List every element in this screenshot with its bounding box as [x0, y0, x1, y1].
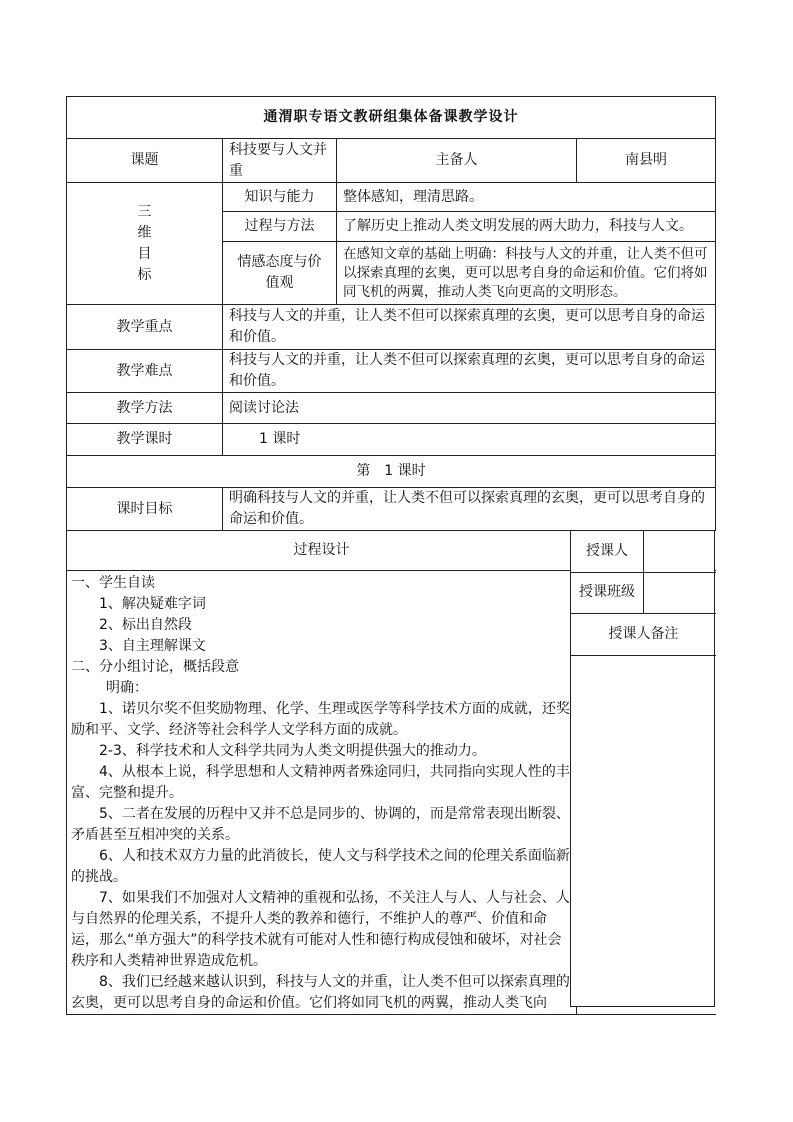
- process-line: 5、二者在发展的历程中又并不总是同步的、协调的，而是常常表现出断裂、矛盾甚至互相冲突的关系。: [71, 806, 570, 843]
- process-line: 4、从根本上说，科学思想和人文精神两者殊途同归，共同指向实现人性的丰富、完整和提升。: [71, 764, 570, 801]
- process-line: 8、我们已经越来越认识到，科技与人文的并重，让人类不但可以探索真理的玄奥，更可以思考自身的命运和价值。它们将如同飞机的两翼，推动人类飞向: [71, 974, 570, 1011]
- preparer-value: 南县明: [577, 139, 716, 183]
- process-line: 明确：: [106, 680, 148, 696]
- goal-value-knowledge: 整体感知，理清思路。: [337, 183, 716, 212]
- teacher-row: [571, 530, 716, 573]
- goal-label-attitude: 情感态度与价值观: [223, 242, 337, 305]
- teacher-notes-label: 授课人备注: [571, 614, 716, 656]
- goal-value-attitude: 在感知文章的基础上明确：科技与人文的并重，让人类不但可以探索真理的玄奥，更可以思考自身的命运和价值。它们将如同飞机的两翼，推动人类飞向更高的文明形态。: [337, 242, 716, 305]
- teaching-info-panel: [570, 530, 715, 1007]
- method-label: 教学方法: [67, 393, 223, 424]
- goals-label-char: 标: [137, 266, 152, 283]
- process-line: 1、解决疑难字词: [99, 596, 206, 612]
- goal-label-knowledge: 知识与能力: [223, 183, 337, 212]
- process-line: 6、人和技术双方力量的此消彼长，使人文与科学技术之间的伦理关系面临新的挑战。: [71, 848, 570, 885]
- process-line: 一、学生自读: [71, 575, 155, 591]
- difficulty-label: 教学难点: [67, 350, 223, 393]
- process-line: 1、诺贝尔奖不但奖励物理、化学、生理或医学等科学技术方面的成就，还奖励和平、文学、经济等社会科学人文学科方面的成就。: [71, 701, 570, 738]
- method-value: 阅读讨论法: [223, 393, 716, 424]
- lesson-goal-label: 课时目标: [67, 488, 223, 531]
- key-point-value: 科技与人文的并重，让人类不但可以探索真理的玄奥，更可以思考自身的命运和价值。: [223, 305, 716, 350]
- process-content: [67, 571, 577, 1015]
- process-heading: 过程设计: [67, 531, 577, 571]
- hours-value: 1 课时: [223, 424, 716, 456]
- preparer-label: 主备人: [337, 139, 577, 183]
- goals-label-char: 目: [137, 245, 152, 262]
- process-line: 3、自主理解课文: [99, 638, 206, 654]
- class-label: 授课班级: [571, 572, 644, 613]
- key-point-label: 教学重点: [67, 305, 223, 350]
- hours-label: 教学课时: [67, 424, 223, 456]
- process-line: 二、分小组讨论，概括段意: [71, 659, 239, 675]
- goal-label-process: 过程与方法: [223, 212, 337, 242]
- goals-label-char: 三: [137, 203, 152, 220]
- teacher-value[interactable]: [644, 531, 716, 572]
- process-line: 2、标出自然段: [99, 617, 192, 633]
- goals-label-char: 维: [137, 224, 152, 241]
- difficulty-value: 科技与人文的并重，让人类不但可以探索真理的玄奥，更可以思考自身的命运和价值。: [223, 350, 716, 393]
- process-line: 7、如果我们不加强对人文精神的重视和弘扬，不关注人与人、人与社会、人与自然界的伦理关系，不提升人类的教养和德行，不维护人的尊严、价值和命运，那么“单方强大”的科学技术就有可能对人性和德行构成侵蚀和破坏，对社会秩序和人类精神世界造成危机。: [71, 890, 570, 969]
- document-title: 通渭职专语文教研组集体备课教学设计: [67, 97, 716, 139]
- goal-value-process: 了解历史上推动人类文明发展的两大助力，科技与人文。: [337, 212, 716, 242]
- topic-value: 科技要与人文并重: [223, 139, 337, 183]
- lesson-heading: 第 1 课时: [67, 456, 716, 488]
- class-row: [571, 572, 716, 614]
- teacher-notes-area[interactable]: [571, 656, 714, 1005]
- lesson-goal-value: 明确科技与人文的并重，让人类不但可以探索真理的玄奥，更可以思考自身的命运和价值。: [223, 488, 716, 531]
- class-value[interactable]: [644, 572, 716, 613]
- process-line: 2-3、科学技术和人文科学共同为人类文明提供强大的推动力。: [99, 743, 486, 759]
- three-dimension-goals-label: [67, 183, 223, 305]
- teacher-label: 授课人: [571, 531, 644, 572]
- topic-label: 课题: [67, 139, 223, 183]
